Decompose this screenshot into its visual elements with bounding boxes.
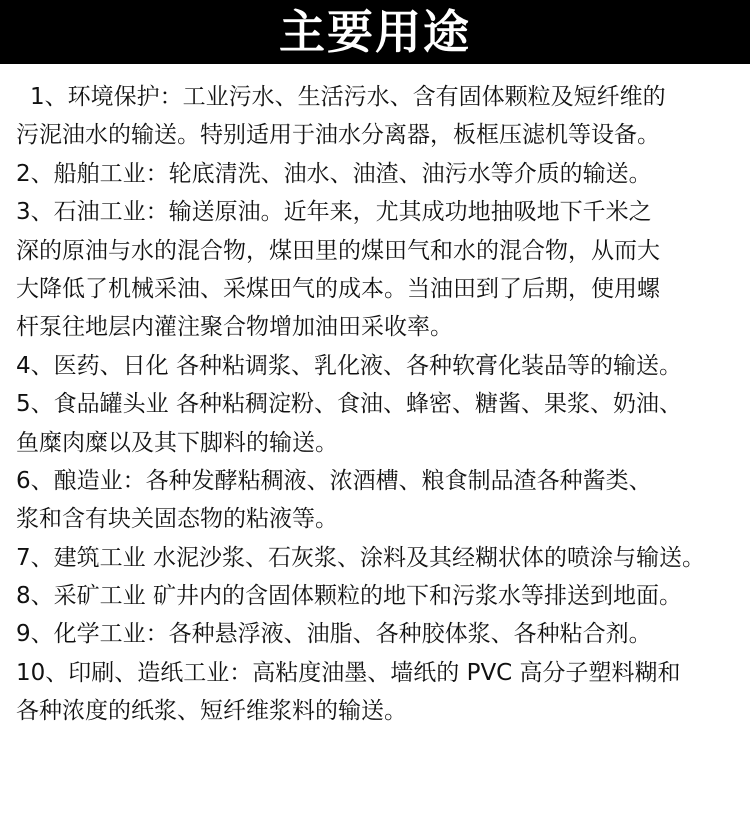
usage-line: 7、建筑工业 水泥沙浆、石灰浆、涂料及其经糊状体的喷涂与输送。 <box>16 544 705 571</box>
page-title: 主要用途 <box>279 5 471 59</box>
usage-line: 污泥油水的输送。特别适用于油水分离器，板框压滤机等设备。 <box>16 122 660 149</box>
usage-line: 深的原油与水的混合物，煤田里的煤田气和水的混合物，从而大 <box>16 237 660 264</box>
title-banner <box>0 0 750 64</box>
usage-list <box>16 78 740 732</box>
usage-line: 大降低了机械采油、采煤田气的成本。当油田到了后期，使用螺 <box>16 275 660 302</box>
usage-line: 2、船舶工业：轮底清洗、油水、油渣、油污水等介质的输送。 <box>16 160 652 187</box>
usage-line: 各种浓度的纸浆、短纤维浆料的输送。 <box>16 698 407 725</box>
usage-line: 8、采矿工业 矿井内的含固体颗粒的地下和污浆水等排送到地面。 <box>16 583 682 610</box>
usage-line: 杆泵往地层内灌注聚合物增加油田采收率。 <box>16 314 453 341</box>
usage-line: 浆和含有块关固态物的粘液等。 <box>16 506 338 533</box>
usage-line: 9、化学工业：各种悬浮液、油脂、各种胶体浆、各种粘合剂。 <box>16 621 652 648</box>
usage-line: 10、印刷、造纸工业：高粘度油墨、墙纸的 PVC 高分子塑料糊和 <box>16 659 681 686</box>
usage-line: 6、酿造业：各种发酵粘稠液、浓酒槽、粮食制品渣各种酱类、 <box>16 467 652 494</box>
usage-line: 1、环境保护：工业污水、生活污水、含有固体颗粒及短纤维的 <box>30 84 666 110</box>
usage-line: 3、石油工业：输送原油。近年来，尤其成功地抽吸地下千米之 <box>16 199 652 226</box>
usage-line: 5、食品罐头业 各种粘稠淀粉、食油、蜂密、糖酱、果浆、奶油、 <box>16 391 682 418</box>
usage-line: 4、医药、日化 各种粘调浆、乳化液、各种软膏化装品等的输送。 <box>16 352 682 379</box>
usage-line: 鱼糜肉糜以及其下脚料的输送。 <box>16 429 338 456</box>
